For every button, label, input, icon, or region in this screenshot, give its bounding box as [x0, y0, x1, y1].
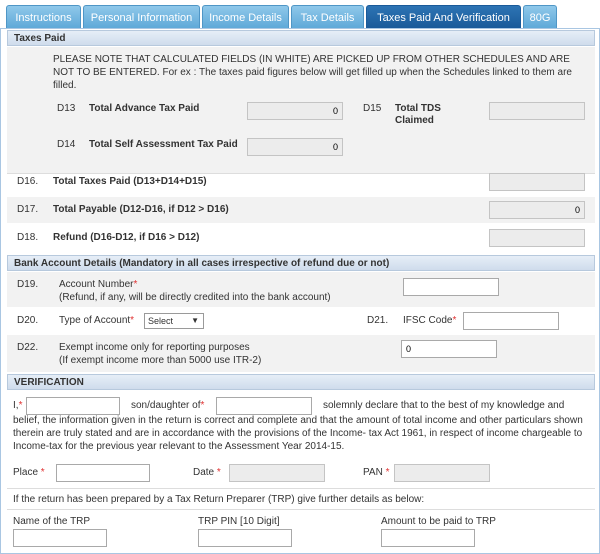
d16-code: D16. — [17, 176, 39, 187]
trp-pin-input[interactable] — [198, 529, 292, 547]
required-star: * — [452, 315, 457, 326]
d17-label: Total Payable (D12-D16, if D12 > D16) — [53, 204, 229, 215]
pan-field — [394, 464, 490, 482]
bank-details-heading: Bank Account Details (Mandatory in all cases irrespective of refund due or not) — [7, 255, 595, 271]
declaration-start: solemnly declare that to the best of my knowledge and — [323, 400, 565, 411]
d20-label-wrap — [59, 315, 134, 326]
date-label: Date — [193, 467, 215, 478]
required-star: * — [385, 467, 390, 478]
required-star: * — [18, 400, 23, 411]
pan-label: PAN — [363, 467, 383, 478]
total-taxes-paid-field — [489, 173, 585, 191]
total-advance-tax-field: 0 — [247, 102, 343, 120]
d20-code: D20. — [17, 315, 39, 326]
d20-label: Type of Account — [59, 315, 131, 326]
tab-instructions[interactable]: Instructions — [6, 5, 81, 28]
trp-pin-label: TRP PIN [10 Digit] — [198, 516, 280, 527]
place-label-wrap — [13, 467, 45, 478]
calculated-fields-note: PLEASE NOTE THAT CALCULATED FIELDS (IN WHITE) ARE PICKED UP FROM OTHER SCHEDULES AND ARE NOT TO BE ENTERED. For ex : The taxes paid figures below will get filled up when the Schedules linked to them are filled. — [53, 54, 572, 91]
trp-amount-input[interactable] — [381, 529, 475, 547]
tab-taxes-paid-verification[interactable]: Taxes Paid And Verification — [366, 5, 521, 28]
d16-label: Total Taxes Paid (D13+D14+D15) — [53, 176, 207, 187]
self-assessment-tax-field: 0 — [247, 138, 343, 156]
son-daughter-label: son/daughter of — [131, 400, 201, 411]
required-star: * — [40, 467, 45, 478]
d13-code: D13 — [57, 103, 76, 114]
d18-code: D18. — [17, 232, 39, 243]
place-input[interactable] — [56, 464, 150, 482]
tab-bar — [0, 0, 600, 28]
chevron-down-icon: ▼ — [191, 316, 199, 325]
date-field — [229, 464, 325, 482]
divider — [7, 488, 595, 489]
required-star: * — [130, 315, 135, 326]
trp-name-label: Name of the TRP — [13, 516, 91, 527]
exempt-income-input[interactable]: 0 — [401, 340, 497, 358]
d22-note: (If exempt income more than 5000 use ITR-2) — [59, 355, 262, 366]
tab-income-details[interactable]: Income Details — [202, 5, 289, 28]
d19-note: (Refund, if any, will be directly credited into the bank account) — [59, 292, 331, 303]
d14-code: D14 — [57, 139, 76, 150]
account-type-selected: Select — [148, 316, 174, 326]
i-label-wrap — [13, 400, 22, 411]
trp-name-input[interactable] — [13, 529, 107, 547]
d17-code: D17. — [17, 204, 39, 215]
declaration-text: belief, the information given in the return is correct and complete and that the amount of total income and other particulars shown therein are truly stated and are in accordance with the provisions of the Income- tax Act 1961, in respect of income chargeable to Income-tax for the previous year relevant to the Assessment Year 2014-15. — [13, 415, 583, 452]
d22-label: Exempt income only for reporting purposes — [59, 342, 250, 353]
tab-tax-details[interactable]: Tax Details — [291, 5, 364, 28]
form-panel — [0, 28, 600, 554]
ifsc-code-input[interactable] — [463, 312, 559, 330]
d21-label: IFSC Code — [403, 315, 453, 326]
trp-note: If the return has been prepared by a Tax Return Preparer (TRP) give further details as below: — [13, 494, 425, 505]
pan-label-wrap — [363, 467, 390, 478]
account-type-select[interactable] — [144, 313, 204, 329]
d18-label: Refund (D16-D12, if D16 > D12) — [53, 232, 200, 243]
i-label: I, — [13, 400, 19, 411]
account-number-input[interactable] — [403, 278, 499, 296]
d19-code: D19. — [17, 279, 39, 290]
father-name-input[interactable] — [216, 397, 312, 415]
required-star: * — [200, 400, 205, 411]
place-label: Place — [13, 467, 39, 478]
required-star: * — [133, 279, 138, 290]
taxes-paid-heading: Taxes Paid — [7, 30, 595, 46]
d15-code: D15 — [363, 103, 382, 114]
d22-row — [7, 335, 595, 372]
d22-code: D22. — [17, 342, 39, 353]
d13-label: Total Advance Tax Paid — [89, 103, 200, 114]
verification-heading: VERIFICATION — [7, 374, 595, 390]
d14-label: Total Self Assessment Tax Paid — [89, 139, 238, 150]
tab-personal-information[interactable]: Personal Information — [83, 5, 200, 28]
d19-label-wrap — [59, 279, 137, 290]
d19-label: Account Number — [59, 279, 134, 290]
d21-code: D21. — [367, 315, 389, 326]
d21-label-wrap — [403, 315, 456, 326]
date-label-wrap — [193, 467, 221, 478]
required-star: * — [216, 467, 221, 478]
total-tds-field — [489, 102, 585, 120]
tab-80g[interactable]: 80G — [523, 5, 557, 28]
divider — [7, 509, 595, 510]
son-daughter-label-wrap — [131, 400, 204, 411]
refund-field — [489, 229, 585, 247]
declarant-name-input[interactable] — [26, 397, 120, 415]
trp-amount-label: Amount to be paid to TRP — [381, 516, 496, 527]
total-payable-field: 0 — [489, 201, 585, 219]
d15-label: Total TDS Claimed — [395, 103, 441, 126]
